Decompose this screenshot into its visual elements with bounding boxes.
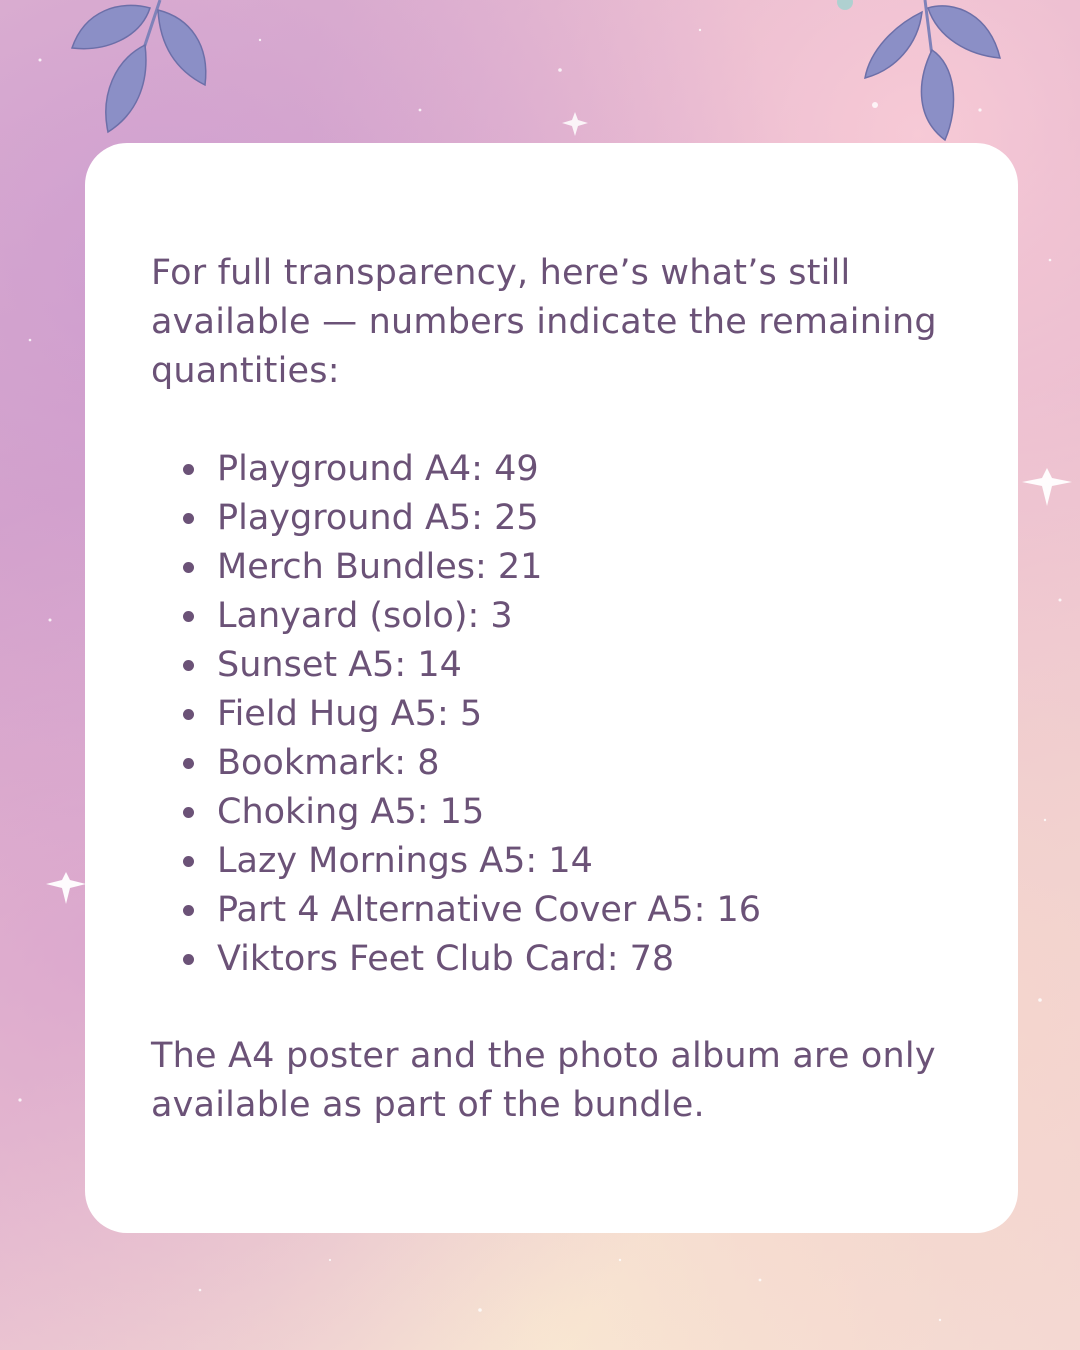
stock-list bbox=[151, 445, 761, 984]
list-item bbox=[151, 739, 761, 788]
sparkle-star-left bbox=[46, 872, 86, 904]
item-label: Choking A5: 15 bbox=[217, 792, 485, 832]
list-item bbox=[151, 690, 761, 739]
outro-text: The A4 poster and the photo album are only available as part of the bundle. bbox=[151, 1036, 936, 1125]
item-label: Bookmark: 8 bbox=[217, 743, 440, 783]
item-label: Part 4 Alternative Cover A5: 16 bbox=[217, 890, 762, 930]
item-label: Lanyard (solo): 3 bbox=[217, 596, 513, 636]
item-label: Sunset A5: 14 bbox=[217, 645, 462, 685]
item-label: Lazy Mornings A5: 14 bbox=[217, 841, 593, 881]
bullet-icon bbox=[183, 905, 194, 916]
list-item bbox=[151, 494, 761, 543]
bullet-icon bbox=[183, 562, 194, 573]
list-item bbox=[151, 592, 761, 641]
item-label: Merch Bundles: 21 bbox=[217, 547, 543, 587]
bullet-icon bbox=[183, 709, 194, 720]
content-card bbox=[85, 143, 1018, 1233]
bullet-icon bbox=[183, 807, 194, 818]
list-item bbox=[151, 445, 761, 494]
bullet-icon bbox=[183, 464, 194, 475]
list-item bbox=[151, 641, 761, 690]
bullet-icon bbox=[183, 954, 194, 965]
item-label: Playground A5: 25 bbox=[217, 498, 539, 538]
item-label: Playground A4: 49 bbox=[217, 449, 539, 489]
list-item bbox=[151, 886, 761, 935]
bullet-icon bbox=[183, 513, 194, 524]
sparkle-star-right bbox=[1022, 468, 1072, 506]
list-item bbox=[151, 788, 761, 837]
bullet-icon bbox=[183, 611, 194, 622]
list-item bbox=[151, 543, 761, 592]
intro-text: For full transparency, here’s what’s still available — numbers indicate the remaining quantities: bbox=[151, 253, 937, 391]
list-item bbox=[151, 837, 761, 886]
bullet-icon bbox=[183, 660, 194, 671]
bullet-icon bbox=[183, 856, 194, 867]
item-label: Field Hug A5: 5 bbox=[217, 694, 483, 734]
item-label: Viktors Feet Club Card: 78 bbox=[217, 939, 675, 979]
bullet-icon bbox=[183, 758, 194, 769]
list-item bbox=[151, 935, 761, 984]
